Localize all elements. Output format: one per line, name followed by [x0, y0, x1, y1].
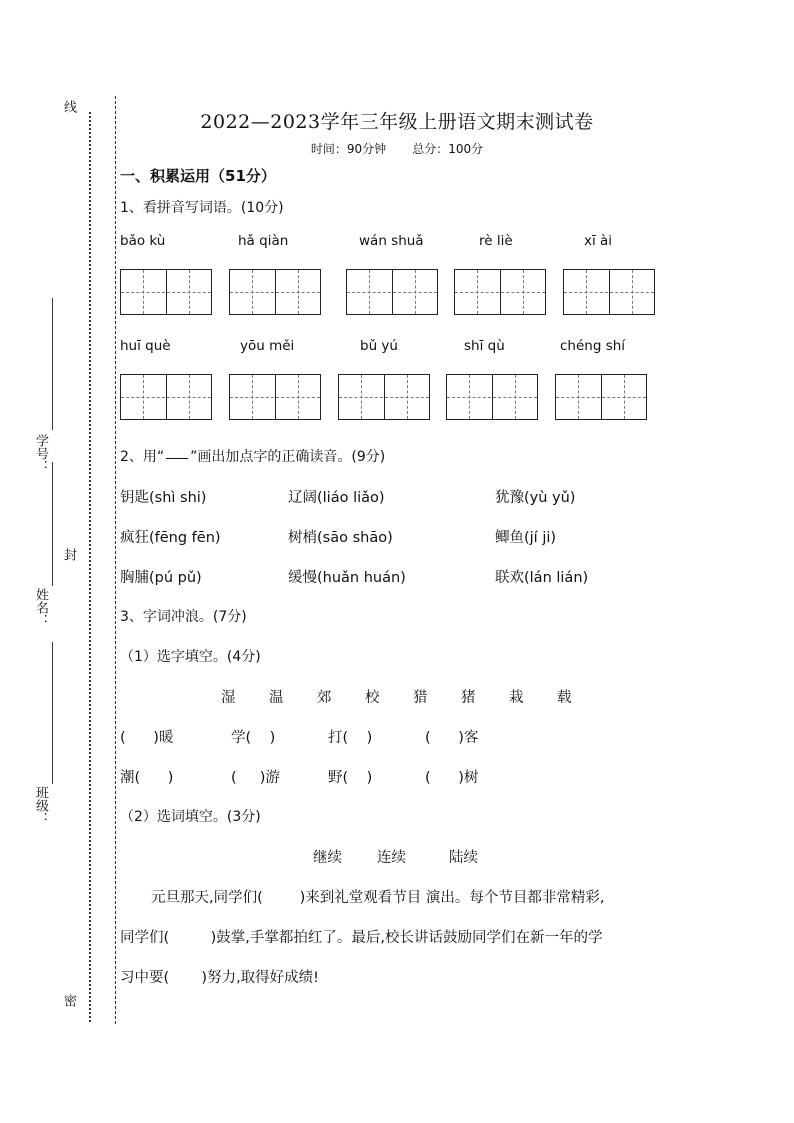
question-2-title: 2、用“ ”画出加点字的正确读音。(9分): [120, 449, 386, 465]
char-choice: 郊: [317, 690, 332, 706]
word-choice: 陆续: [449, 850, 478, 866]
writing-grid[interactable]: [446, 374, 538, 420]
pinyin-item: shī qù: [464, 338, 505, 354]
question-3-part-1-title: （1）选字填空。(4分): [120, 649, 261, 665]
writing-grid[interactable]: [229, 269, 321, 315]
student-no-label: 学号：: [33, 434, 48, 473]
exam-score: 总分：100分: [412, 142, 484, 156]
char-choice: 猪: [461, 690, 476, 706]
passage-line[interactable]: 同学们( )鼓掌,手掌都拍红了。最后,校长讲话鼓励同学们在新一年的学: [120, 930, 603, 946]
name-label: 姓名：: [33, 588, 48, 627]
underline-mark: [166, 458, 188, 459]
writing-grid[interactable]: [338, 374, 430, 420]
char-choice: 温: [269, 690, 284, 706]
question-1-title: 1、看拼音写词语。(10分): [120, 200, 284, 216]
binding-secret-char: 密: [61, 994, 76, 1007]
name-blank: [52, 462, 53, 586]
question-3-title: 3、字词冲浪。(7分): [120, 609, 247, 625]
char-choice: 湿: [221, 690, 236, 706]
writing-grid[interactable]: [346, 269, 438, 315]
passage-line[interactable]: 元旦那天,同学们( )来到礼堂观看节目 演出。每个节目都非常精彩,: [151, 890, 605, 906]
pinyin-item: wán shuǎ: [359, 233, 424, 249]
exam-info: [0, 140, 794, 157]
reading-option[interactable]: 钥匙(shì shi): [120, 490, 207, 506]
writing-grid[interactable]: [555, 374, 647, 420]
reading-option[interactable]: 鲫鱼(jí ji): [495, 530, 557, 546]
word-choice: 连续: [377, 850, 406, 866]
pinyin-item: bǎo kù: [120, 233, 166, 249]
char-choice: 校: [365, 690, 380, 706]
fill-blank-item[interactable]: 打( ): [328, 730, 373, 746]
char-choice: 栽: [509, 690, 524, 706]
fill-blank-item[interactable]: ( )树: [425, 770, 479, 786]
char-choice: 载: [557, 690, 572, 706]
reading-option[interactable]: 辽阔(liáo liǎo): [288, 490, 385, 506]
page-title: 2022—2023学年三年级上册语文期末测试卷: [200, 111, 594, 133]
fill-blank-item[interactable]: 学( ): [231, 730, 276, 746]
section-title: 一、积累运用（51分）: [120, 167, 276, 185]
writing-grid[interactable]: [120, 269, 212, 315]
writing-grid[interactable]: [563, 269, 655, 315]
pinyin-item: rè liè: [479, 233, 513, 249]
writing-grid[interactable]: [229, 374, 321, 420]
char-choices: [221, 686, 605, 707]
char-choice: 猎: [413, 690, 428, 706]
student-no-blank: [52, 298, 53, 430]
fill-blank-item[interactable]: ( )游: [231, 770, 280, 786]
writing-grid[interactable]: [120, 374, 212, 420]
pinyin-item: hǎ qiàn: [238, 233, 289, 249]
reading-option[interactable]: 犹豫(yù yǔ): [495, 490, 576, 506]
fill-blank-item[interactable]: ( )客: [425, 730, 479, 746]
binding-line-char: 线: [61, 100, 76, 113]
exam-time: 时间：90分钟: [310, 142, 387, 156]
fill-blank-item[interactable]: 潮( ): [120, 770, 174, 786]
binding-seal-char: 封: [61, 548, 76, 561]
reading-option[interactable]: 联欢(lán lián): [495, 570, 589, 586]
reading-option[interactable]: 疯狂(fēng fēn): [120, 530, 221, 546]
question-3-part-2-title: （2）选词填空。(3分): [120, 809, 261, 825]
class-blank: [52, 642, 53, 784]
word-choice: 继续: [313, 850, 342, 866]
pinyin-item: huī què: [120, 338, 171, 354]
pinyin-item: bǔ yú: [360, 338, 398, 354]
pinyin-item: yōu měi: [240, 338, 295, 354]
reading-option[interactable]: 胸脯(pú pǔ): [120, 570, 202, 586]
pinyin-item: chéng shí: [560, 338, 626, 354]
writing-grid[interactable]: [454, 269, 546, 315]
pinyin-item: xī ài: [584, 233, 613, 249]
passage-line[interactable]: 习中要( )努力,取得好成绩!: [120, 970, 319, 986]
fill-blank-item[interactable]: ( )暖: [120, 730, 174, 746]
reading-option[interactable]: 缓慢(huǎn huán): [288, 570, 406, 586]
reading-option[interactable]: 树梢(sāo shāo): [288, 530, 393, 546]
class-label: 班级：: [33, 786, 48, 825]
binding-dotted-line: [89, 112, 91, 1022]
binding-dashed-line: [115, 96, 116, 1024]
fill-blank-item[interactable]: 野( ): [328, 770, 373, 786]
